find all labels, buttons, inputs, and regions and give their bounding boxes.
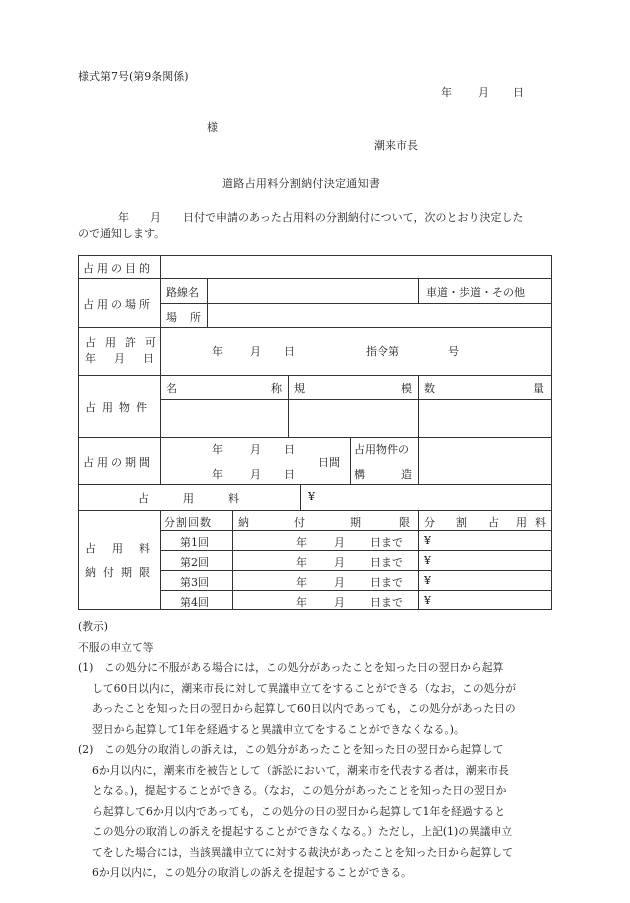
row-divider: [160, 570, 552, 571]
installment-number: 第3回: [180, 576, 209, 589]
installment-until: 日まで: [370, 576, 403, 589]
installment-yen: ¥: [424, 554, 431, 567]
col-divider: [288, 375, 289, 437]
col-divider: [160, 255, 161, 484]
period-days: 日間: [318, 456, 340, 469]
note-item: [78, 658, 554, 740]
intro-text: 日付で申請のあった占用料の分割納付について，次のとおり決定した: [183, 211, 524, 224]
installment-number: 第2回: [180, 556, 209, 569]
structure-label-line1: 占用物件の: [354, 443, 409, 456]
col-divider: [418, 375, 419, 437]
permit-day: 日: [284, 345, 295, 358]
location-label: 場 所: [166, 311, 202, 324]
row-divider: [160, 590, 552, 591]
note-number: (2): [78, 743, 94, 756]
installment-year: 年: [296, 596, 307, 609]
installment-year: 年: [296, 576, 307, 589]
permit-year: 年: [212, 345, 223, 358]
note-line: てをした場合には，当該異議申立てに対する裁決があったことを知った日から起算して: [92, 845, 513, 859]
date-year-label: 年: [441, 86, 452, 99]
installment-label-line2: 納付期限: [85, 566, 157, 579]
installment-month: 月: [334, 576, 345, 589]
decision-table: 占用の目的 占用の場所 路線名 車道・歩道・その他 場 所 占用許可 年月日 年 月 日 指令第 号 占用物件 名 称 規 模 数 量 占用の期間 年 月 日 年 月 日 日間 占用物件の 構 造 占用料 ¥ 占用料 納付期限 分割回数 納 付 期 限 分 割 占 用 料 第1回 年 月 日まで ¥ 第2回 年 月 日まで ¥ 第3回 年 月 日まで ¥ 第4回 年 月 日まで ¥: [78, 255, 552, 610]
issuer-name: 潮来市長: [374, 139, 418, 152]
installment-number: 第4回: [180, 596, 209, 609]
row-divider: [78, 437, 552, 438]
route-label: 路線名: [166, 286, 199, 299]
row-divider: [78, 510, 552, 511]
period-start-year: 年: [212, 443, 223, 456]
note-line: して60日以内に，潮来市長に対して異議申立てをすることができる（なお，この処分が: [92, 681, 517, 695]
period-start-day: 日: [284, 443, 295, 456]
row-divider: [78, 484, 552, 485]
col-divider: [160, 510, 161, 610]
fee-label: 占用料: [138, 492, 273, 505]
road-type: 車道・歩道・その他: [426, 286, 525, 299]
col-divider: [350, 437, 351, 484]
fee-yen: ¥: [308, 490, 315, 503]
note-line: この処分の取消しの訴えは，この処分があったことを知った日の翌日から起算して: [104, 743, 504, 756]
note-item: [78, 740, 554, 884]
row-divider: [78, 375, 552, 376]
col-divider: [418, 510, 419, 610]
addressee-suffix: 様: [207, 121, 218, 134]
note-line: あったことを知った日の翌日から起算して60日以内であっても，この処分があった日の: [92, 702, 516, 715]
installment-year: 年: [296, 536, 307, 549]
permit-month: 月: [250, 345, 261, 358]
row-divider: [160, 550, 552, 551]
note-line: この処分の取消しの訴えを提起することができなくなる。）ただし，上記(1)の異議申立: [92, 825, 513, 838]
period-end-month: 月: [250, 468, 261, 481]
installment-month: 月: [334, 536, 345, 549]
row-divider: [160, 303, 552, 304]
place-label: 占用の場所: [83, 298, 153, 311]
installment-month: 月: [334, 556, 345, 569]
instructions: [78, 617, 554, 884]
installment-until: 日まで: [370, 536, 403, 549]
note-line: となる。)，提起することができる。（なお，この処分があったことを知った日の翌日か: [92, 784, 507, 797]
note-line: この処分に不服がある場合には，この処分があったことを知った日の翌日から起算: [104, 661, 504, 674]
note-number: (1): [78, 661, 94, 674]
row-divider: [78, 327, 552, 328]
note-line: ら起算して6か月以内であっても，この処分の日の翌日から起算して1年を経過すると: [92, 804, 506, 818]
col-divider: [418, 278, 419, 303]
notes-items: [78, 658, 554, 884]
installment-until: 日まで: [370, 556, 403, 569]
row-divider: [160, 399, 552, 400]
intro-text-line2: ので通知します。: [78, 227, 166, 240]
installment-month: 月: [334, 596, 345, 609]
installment-yen: ¥: [424, 594, 431, 607]
installment-label-line1: 占用料: [85, 542, 166, 555]
installment-yen: ¥: [424, 534, 431, 547]
date-day-label: 日: [513, 86, 524, 99]
form-number: 様式第7号(第9条関係): [78, 70, 189, 83]
row-divider: [78, 278, 552, 279]
notes-subheading: 不服の申立て等: [78, 640, 154, 654]
permit-number-prefix: 指令第: [366, 345, 399, 358]
installment-year: 年: [296, 556, 307, 569]
notes-heading: (教示): [78, 620, 109, 633]
note-line: 6か月以内に，この処分の取消しの訴えを提起することができる。: [92, 866, 412, 879]
object-label: 占用物件: [85, 401, 153, 414]
permit-label-line1: 占用許可: [85, 336, 165, 349]
date-month-label: 月: [478, 86, 489, 99]
col-divider: [300, 484, 301, 510]
installment-yen: ¥: [424, 574, 431, 587]
note-line: 翌日から起算して1年を経過すると異議申立てをすることができなくなる。)。: [92, 722, 465, 736]
permit-number-suffix: 号: [448, 345, 459, 358]
col-divider: [232, 510, 233, 610]
intro-month: 月: [150, 211, 161, 224]
col-divider: [418, 437, 419, 484]
installment-number: 第1回: [180, 536, 209, 549]
col-divider: [207, 278, 208, 327]
period-label: 占用の期間: [83, 456, 153, 469]
intro-year: 年: [118, 211, 129, 224]
purpose-label: 占用の目的: [83, 262, 153, 275]
period-end-day: 日: [284, 468, 295, 481]
permit-label-line2: 年月日: [85, 352, 172, 365]
count-header: 分割回数: [164, 516, 212, 529]
period-start-month: 月: [250, 443, 261, 456]
note-line: 6か月以内に，潮来市を被告として（訴訟において，潮来市を代表する者は，潮来市長: [92, 763, 509, 777]
document-title: 道路占用料分割納付決定通知書: [222, 177, 381, 190]
period-end-year: 年: [212, 468, 223, 481]
installment-until: 日まで: [370, 596, 403, 609]
row-divider: [160, 530, 552, 531]
